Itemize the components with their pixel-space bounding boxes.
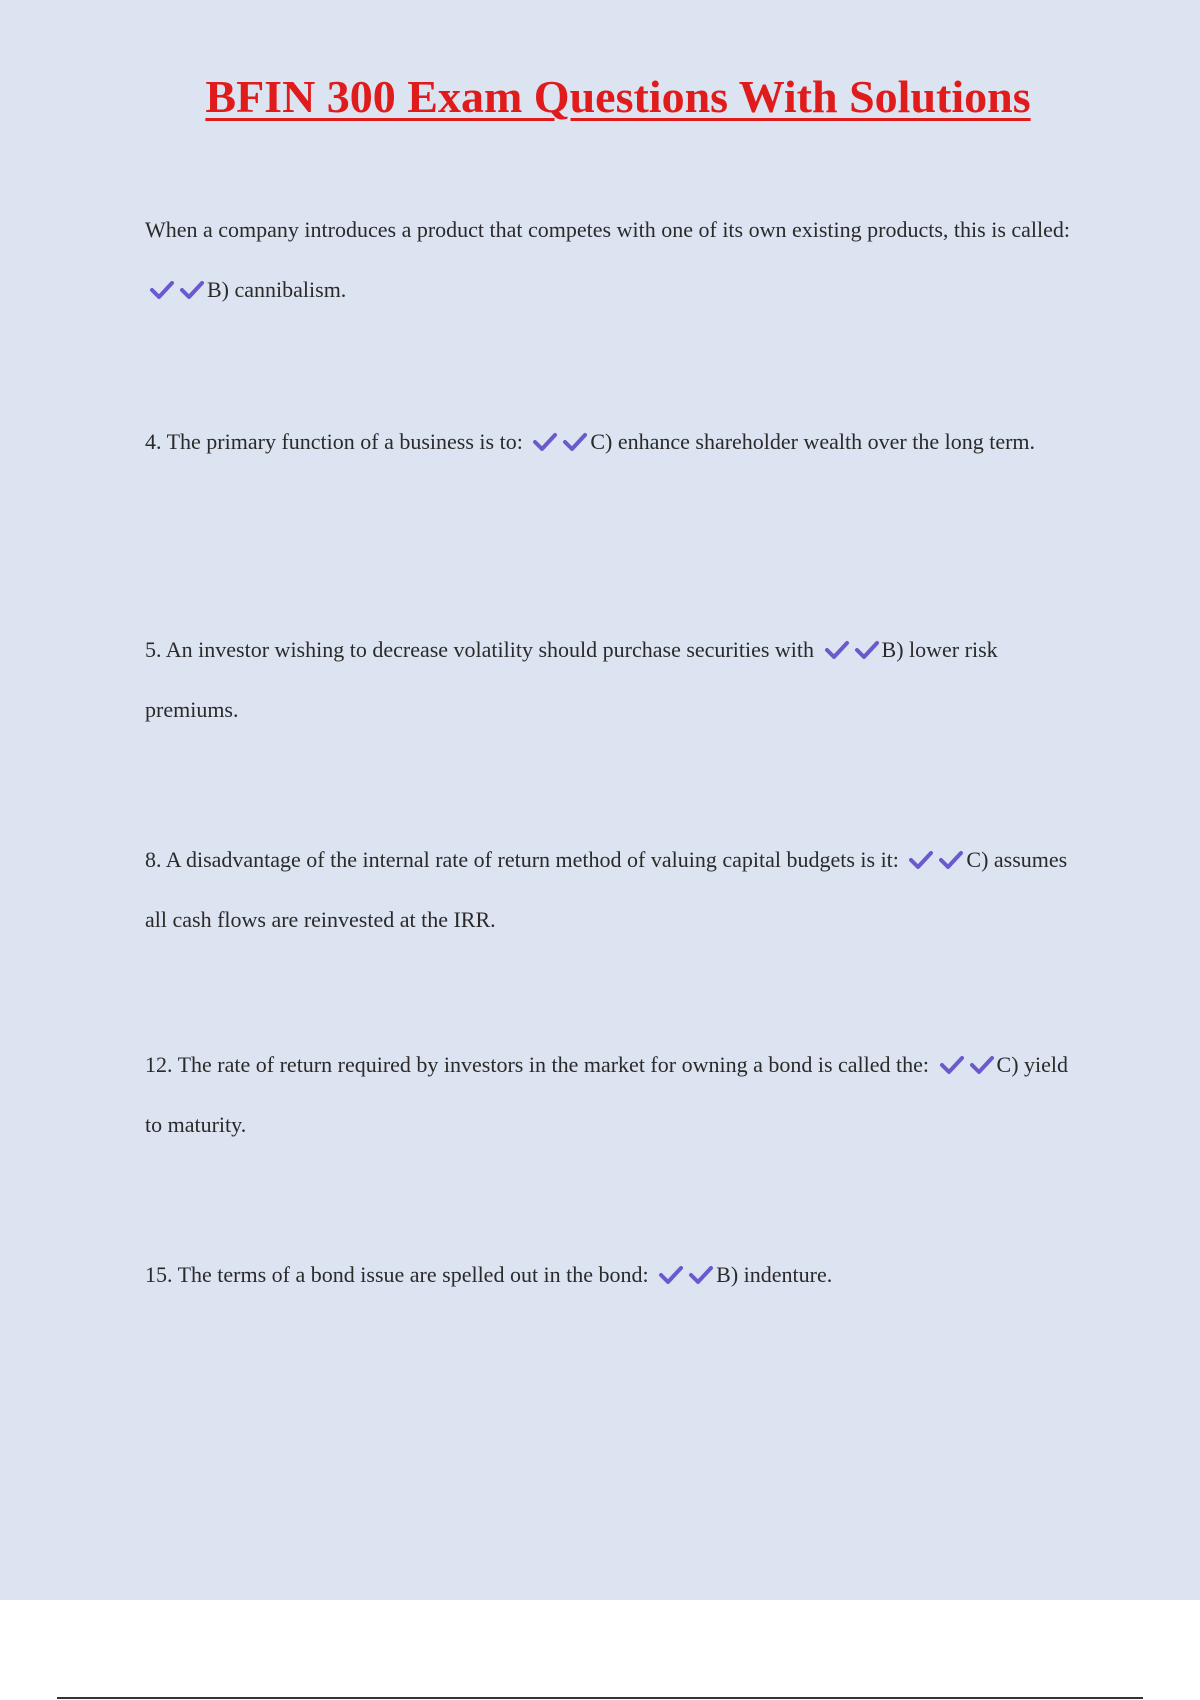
- check-mark-icon: [179, 280, 205, 300]
- check-mark-icon: [969, 1055, 995, 1075]
- answer-text: C) assumes all cash flows are reinvested at the IRR.: [145, 847, 1068, 932]
- qa-item: [145, 1245, 1085, 1305]
- answer-text: B) cannibalism.: [207, 277, 347, 302]
- answer-text: C) yield to maturity.: [145, 1052, 1069, 1137]
- check-mark-icon: [149, 280, 175, 300]
- question-text: When a company introduces a product that competes with one of its own existing products, this is called:: [145, 217, 1071, 242]
- check-mark-icon: [824, 640, 850, 660]
- question-text: 8. A disadvantage of the internal rate of return method of valuing capital budgets is it:: [145, 847, 899, 872]
- document-title: BFIN 300 Exam Questions With Solutions: [205, 71, 1031, 122]
- answer-text: C) enhance shareholder wealth over the long term.: [590, 429, 1036, 454]
- check-mark-icon: [939, 1055, 965, 1075]
- question-text: 4. The primary function of a business is to:: [145, 429, 523, 454]
- qa-item: [145, 830, 1085, 950]
- footer-divider: [57, 1697, 1143, 1699]
- check-mark-icon: [938, 850, 964, 870]
- check-mark-icon: [562, 432, 588, 452]
- question-text: 5. An investor wishing to decrease volatility should purchase securities with: [145, 637, 815, 662]
- answer-text: B) lower risk premiums.: [145, 637, 998, 722]
- check-mark-icon: [688, 1265, 714, 1285]
- answer-text: B) indenture.: [716, 1262, 833, 1287]
- qa-item: [145, 412, 1085, 472]
- qa-item: [145, 1035, 1085, 1155]
- check-mark-icon: [908, 850, 934, 870]
- question-text: 15. The terms of a bond issue are spelled out in the bond:: [145, 1262, 649, 1287]
- check-mark-icon: [532, 432, 558, 452]
- qa-item: [145, 200, 1085, 320]
- question-text: 12. The rate of return required by investors in the market for owning a bond is called the:: [145, 1052, 930, 1077]
- check-mark-icon: [658, 1265, 684, 1285]
- check-mark-icon: [854, 640, 880, 660]
- qa-item: [145, 620, 1085, 740]
